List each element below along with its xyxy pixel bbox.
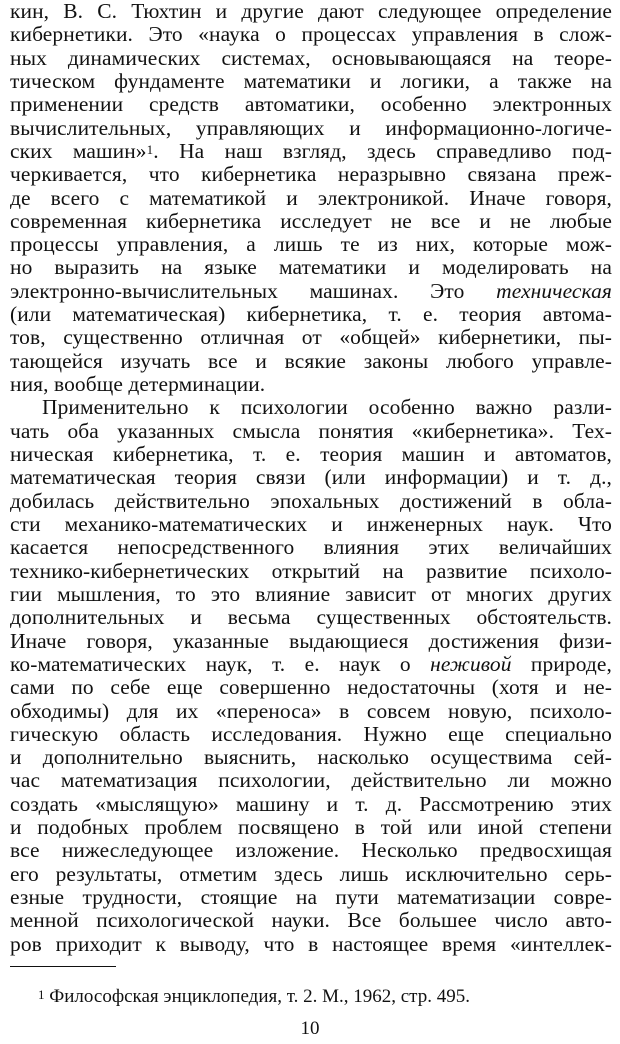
text-line [10,256,612,279]
text-line [10,187,612,210]
text-line [10,560,612,583]
text-line [10,909,612,932]
text-line [10,466,612,489]
text-line [10,490,612,513]
text-fragment: математическая теория связи (или информации) и т. д., [10,465,612,490]
text-fragment: дополнительных и весьма существенных обстоятельств. [10,605,612,630]
text-line [10,793,612,816]
text-line [10,839,612,862]
text-fragment: современная кибернетика исследует не все и не любые [10,208,612,233]
text-fragment: де всего с математикой и электроникой. Иначе говоря, [10,185,612,210]
text-fragment: ных динамических системах, основывающаяся на теоре- [10,45,612,70]
text-fragment: ских машин» [10,138,147,163]
text-fragment: электронно-вычислительных машинах. Это [10,278,465,303]
footnote-ref: 1 [146,141,154,157]
text-line [10,140,612,163]
text-line [10,700,612,723]
text-fragment: ния, вообще детерминации. [10,372,266,397]
text-fragment: ров приходит к выводу, что в настоящее время «интеллек- [10,931,612,956]
text-line [10,0,612,23]
text-fragment: Иначе говоря, указанные выдающиеся достижения физи- [10,628,612,653]
text-fragment: касается непосредственного влияния этих величайших [10,535,612,560]
text-line [10,280,612,303]
text-fragment: но выразить на языке математики и моделировать на [10,255,612,280]
text-fragment: тов, существенно отличная от «общей» кибернетики, пы- [10,325,612,350]
text-line [10,863,612,886]
text-fragment: кибернетики. Это «наука о процессах управления в слож- [10,22,612,47]
text-line [10,326,612,349]
text-line [10,536,612,559]
text-line [10,163,612,186]
text-line [10,93,612,116]
text-fragment: езные трудности, стоящие на пути математизации совре- [10,885,612,910]
text-fragment: гическую область исследования. Нужно еще специально [10,721,612,746]
text-line [10,47,612,70]
text-line [10,443,612,466]
text-fragment: обходимы) для их «переноса» в совсем новую, психоло- [10,698,612,723]
text-fragment: его результаты, отметим здесь лишь исключительно серь- [10,861,612,886]
text-line [10,723,612,746]
text-fragment: ко-математических наук, т. е. наук о [10,651,411,676]
text-line [10,769,612,792]
text-line [10,303,612,326]
text-line [10,420,612,443]
text-line [10,513,612,536]
text-fragment: технико-кибернетических открытий на развитие психоло- [10,558,612,583]
footnote-divider [10,966,116,967]
text-line [10,373,612,396]
text-fragment: вычислительных, управляющих и информационно-логиче- [10,115,612,140]
text-fragment: тическом фундаменте математики и логики, а также на [10,68,612,93]
text-line [10,233,612,256]
text-line [10,23,612,46]
text-fragment: тающейся изучать все и всякие законы любого управле- [10,348,612,373]
text-fragment: и подобных проблем посвящено в той или иной степени [10,815,612,840]
text-line [10,676,612,699]
text-fragment: черкивается, что кибернетика неразрывно связана преж- [10,162,612,187]
text-fragment: Применительно к психологии особенно важно разли- [42,395,612,420]
text-line [10,816,612,839]
text-fragment: чать оба указанных смысла понятия «кибернетика». Тех- [10,418,612,443]
text-line [42,396,612,419]
footnote-text: Философская энциклопедия, т. 2. М., 1962, стр. 495. [49,986,470,1007]
text-fragment: . На наш взгляд, здесь справедливо под- [153,138,613,163]
text-line [10,583,612,606]
text-fragment: (или математическая) кибернетика, т. е. теория автома- [10,302,612,327]
text-fragment: час математизация психологии, действительно ли можно [10,768,612,793]
text-line [10,350,612,373]
text-fragment: и дополнительно выяснить, насколько осуществима сей- [10,745,612,770]
text-fragment: сами по себе еще совершенно недостаточны (хотя и не- [10,675,612,700]
text-fragment: все нижеследующее изложение. Несколько предвосхищая [10,838,612,863]
text-fragment: процессы управления, а лишь те из них, которые мож- [10,232,612,257]
text-line [10,933,612,956]
text-fragment: гии мышления, то это влияние зависит от многих других [10,581,612,606]
text-line [10,630,612,653]
text-fragment: применении средств автоматики, особенно электронных [10,92,612,117]
text-line [10,606,612,629]
text-fragment: сти механико-математических и инженерных наук. Что [10,511,612,536]
text-line [10,210,612,233]
italic-emphasis: техническая [496,278,612,303]
text-line [10,70,612,93]
text-fragment: менной психологической науки. Все большее число авто- [10,908,612,933]
page-number: 10 [300,1018,320,1039]
text-fragment: кин, В. С. Тюхтин и другие дают следующее определение [10,0,612,23]
italic-emphasis: неживой [430,651,512,676]
footnote-marker: 1 [38,987,45,1002]
text-line [10,653,612,676]
text-fragment: добилась действительно эпохальных достижений в обла- [10,488,612,513]
text-line [10,886,612,909]
text-fragment: ническая кибернетика, т. е. теория машин и автоматов, [10,442,612,467]
text-line [10,117,612,140]
text-fragment: природе, [530,651,612,676]
text-fragment: создать «мыслящую» машину и т. д. Рассмотрению этих [10,791,612,816]
footnote [38,986,616,1008]
text-line [10,746,612,769]
